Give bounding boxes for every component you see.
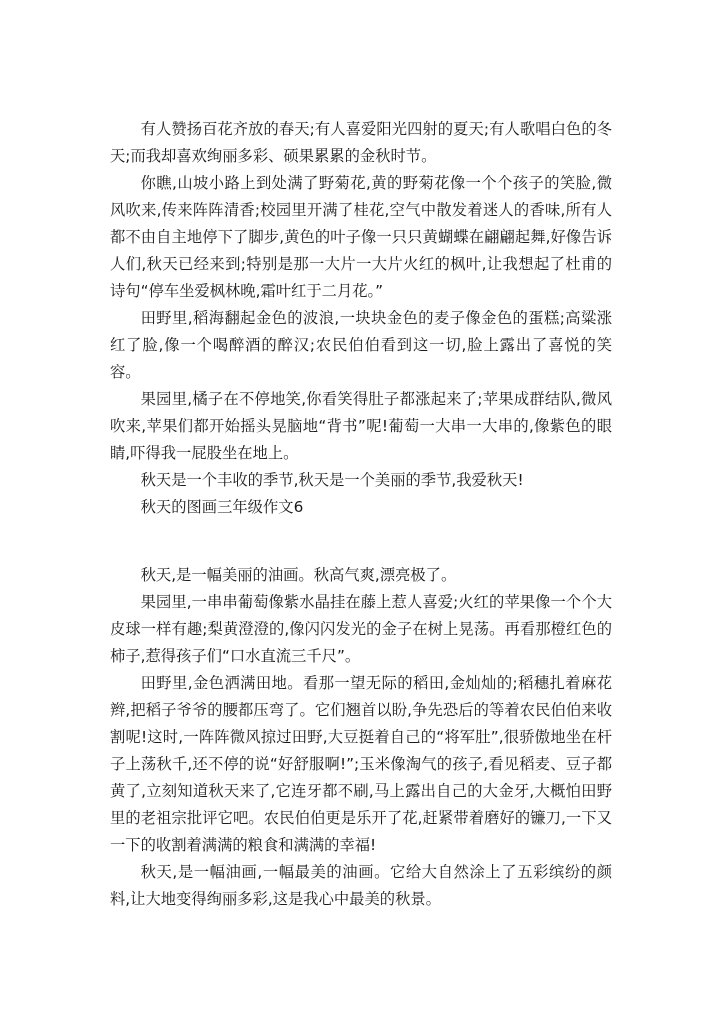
essay-title: 秋天的图画三年级作文6	[140, 498, 304, 516]
paragraph: 秋天,是一幅美丽的油画。秋高气爽,漂亮极了。	[140, 566, 457, 584]
paragraph: 果园里,橘子在不停地笑,你看笑得肚子都涨起来了;苹果成群结队,微风吹来,苹果们都开始摇头晃脑地“背书”呢!葡萄一大串一大串的,像紫色的眼睛,吓得我一屁股坐在地上。	[110, 390, 612, 462]
document-body	[110, 116, 612, 913]
paragraph: 你瞧,山坡小路上到处满了野菊花,黄的野菊花像一个个孩子的笑脸,微风吹来,传来阵阵清香;校园里开满了桂花,空气中散发着迷人的香味,所有人都不由自主地停下了脚步,黄色的叶子像一只只黄蝴蝶在翩翩起舞,好像告诉人们,秋天已经来到;特别是那一大片一大片火红的枫叶,让我想起了杜甫的诗句“停车坐爱枫林晚,霜叶红于二月花。”	[110, 174, 612, 300]
paragraph: 田野里,稻海翻起金色的波浪,一块块金色的麦子像金色的蛋糕;高粱涨红了脸,像一个喝醉酒的醉汉;农民伯伯看到这一切,脸上露出了喜悦的笑容。	[110, 309, 612, 381]
paragraph: 有人赞扬百花齐放的春天;有人喜爱阳光四射的夏天;有人歌唱白色的冬天;而我却喜欢绚丽多彩、硕果累累的金秋时节。	[110, 120, 612, 165]
paragraph: 秋天是一个丰收的季节,秋天是一个美丽的季节,我爱秋天!	[140, 471, 524, 489]
paragraph: 田野里,金色洒满田地。看那一望无际的稻田,金灿灿的;稻穗扎着麻花辫,把稻子爷爷的腰都压弯了。它们翘首以盼,争先恐后的等着农民伯伯来收割呢!这时,一阵阵微风掠过田野,大豆挺着自己的“将军肚”,很骄傲地坐在杆子上荡秋千,还不停的说“好舒服啊!”;玉米像淘气的孩子,看见稻麦、豆子都黄了,立刻知道秋天来了,它连牙都不刷,马上露出自己的大金牙,大概怕田野里的老祖宗批评它吧。农民伯伯更是乐开了花,赶紧带着磨好的镰刀,一下又一下的收割着满满的粮食和满满的幸福!	[110, 674, 612, 854]
section-gap	[110, 521, 612, 562]
paragraph: 果园里,一串串葡萄像紫水晶挂在藤上惹人喜爱;火红的苹果像一个个大皮球一样有趣;梨黄澄澄的,像闪闪发光的金子在树上晃荡。再看那橙红色的柿子,惹得孩子们“口水直流三千尺”。	[110, 593, 612, 665]
paragraph: 秋天,是一幅油画,一幅最美的油画。它给大自然涂上了五彩缤纷的颜料,让大地变得绚丽多彩,这是我心中最美的秋景。	[110, 863, 612, 908]
